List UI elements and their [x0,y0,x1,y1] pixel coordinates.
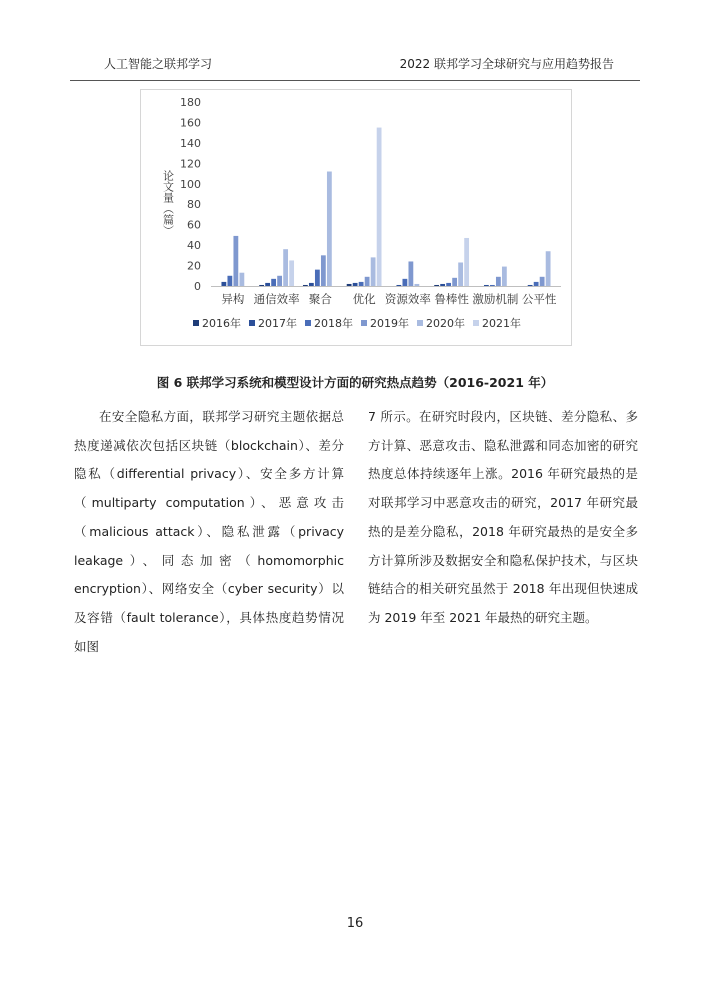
x-tick-label: 资源效率 [384,292,431,306]
bar [371,257,376,286]
body-paragraph-left: 在安全隐私方面，联邦学习研究主题依据总热度递减依次包括区块链（blockchain）、差分隐私（differential privacy）、安全多方计算（multiparty computation）、恶意攻击（malicious attack）、隐私泄露（privacy leakage）、同态加密（homomorphic encryption）、网络安全（cyber security）以及容错（fault tolerance），具体热度趋势情况如图 [74,409,344,654]
bar [546,251,551,286]
y-axis-label: 论文量（篇） [161,170,175,236]
y-tick-label: 0 [194,280,201,293]
body-paragraph-right: 7 所示。在研究时段内，区块链、差分隐私、多方计算、恶意攻击、隐私泄露和同态加密的研究热度总体持续逐年上涨。2016 年研究最热的是对联邦学习中恶意攻击的研究，2017 年研究最热的是差分隐私，2018 年研究最热的是安全多方计算所涉及数据安全和隐私保护技术，与区块链结合的相关研究虽然于 2018 年出现但快速成为 2019 年至 2021 年最热的研究主题。 [368,409,638,625]
bar [446,283,451,286]
legend-swatch [361,320,367,326]
x-tick-label: 优化 [352,292,376,306]
y-tick-label: 80 [187,198,201,212]
bar [239,273,244,286]
y-tick-label: 20 [187,259,201,273]
y-tick-label: 60 [187,218,201,232]
bar [353,283,358,286]
header-title-left: 人工智能之联邦学习 [104,57,213,71]
bar [458,262,463,286]
bar [315,270,320,286]
y-tick-label: 40 [187,239,201,253]
bar [377,128,382,286]
legend-label: 2017年 [258,317,297,330]
y-tick-label: 160 [180,116,201,130]
bar [289,260,294,286]
legend-swatch [417,320,423,326]
x-tick-label: 异构 [221,292,245,306]
bar [277,276,282,286]
legend-label: 2018年 [314,317,353,330]
bar [484,285,489,286]
bar [221,282,226,286]
bar [540,277,545,286]
bar [227,276,232,286]
bar [309,283,314,286]
bar [365,277,370,286]
bar [414,284,419,286]
bar [347,284,352,286]
y-tick-label: 100 [180,177,201,191]
x-tick-label: 聚合 [308,292,332,306]
page-number: 16 [346,916,364,931]
x-tick-label: 鲁棒性 [434,292,469,306]
bar [396,285,401,286]
bar [259,285,264,286]
bar [265,283,270,286]
bar [283,249,288,286]
x-tick-label: 通信效率 [253,292,300,306]
header-divider [70,80,640,81]
bar [402,279,407,286]
chart-container [140,89,572,346]
legend-label: 2021年 [482,317,521,330]
bar-chart [141,90,571,345]
bar [496,277,501,286]
legend-swatch [193,320,199,326]
y-tick-label: 140 [180,136,201,150]
bar [490,285,495,286]
bar [502,267,507,286]
legend-label: 2019年 [370,317,409,330]
bar [271,279,276,286]
body-column-right [368,403,638,633]
legend-swatch [249,320,255,326]
bar [303,285,308,286]
legend-label: 2016年 [202,317,241,330]
header-title-right: 2022 联邦学习全球研究与应用趋势报告 [399,57,614,71]
x-tick-label: 激励机制 [472,292,519,306]
legend-swatch [473,320,479,326]
figure-caption: 图 6 联邦学习系统和模型设计方面的研究热点趋势（2016-2021 年） [156,375,554,390]
legend-label: 2020年 [426,317,465,330]
y-tick-label: 120 [180,157,201,171]
body-column-left [74,403,344,661]
bar [528,285,533,286]
bar [452,278,457,286]
bar [327,172,332,286]
bar [464,238,469,286]
bar [434,285,439,286]
x-tick-label: 公平性 [521,292,557,306]
legend-swatch [305,320,311,326]
bar [408,261,413,286]
bar [534,282,539,286]
bar [440,284,445,286]
bar [359,282,364,286]
bar [233,236,238,286]
y-tick-label: 180 [180,96,201,109]
bar [321,255,326,286]
